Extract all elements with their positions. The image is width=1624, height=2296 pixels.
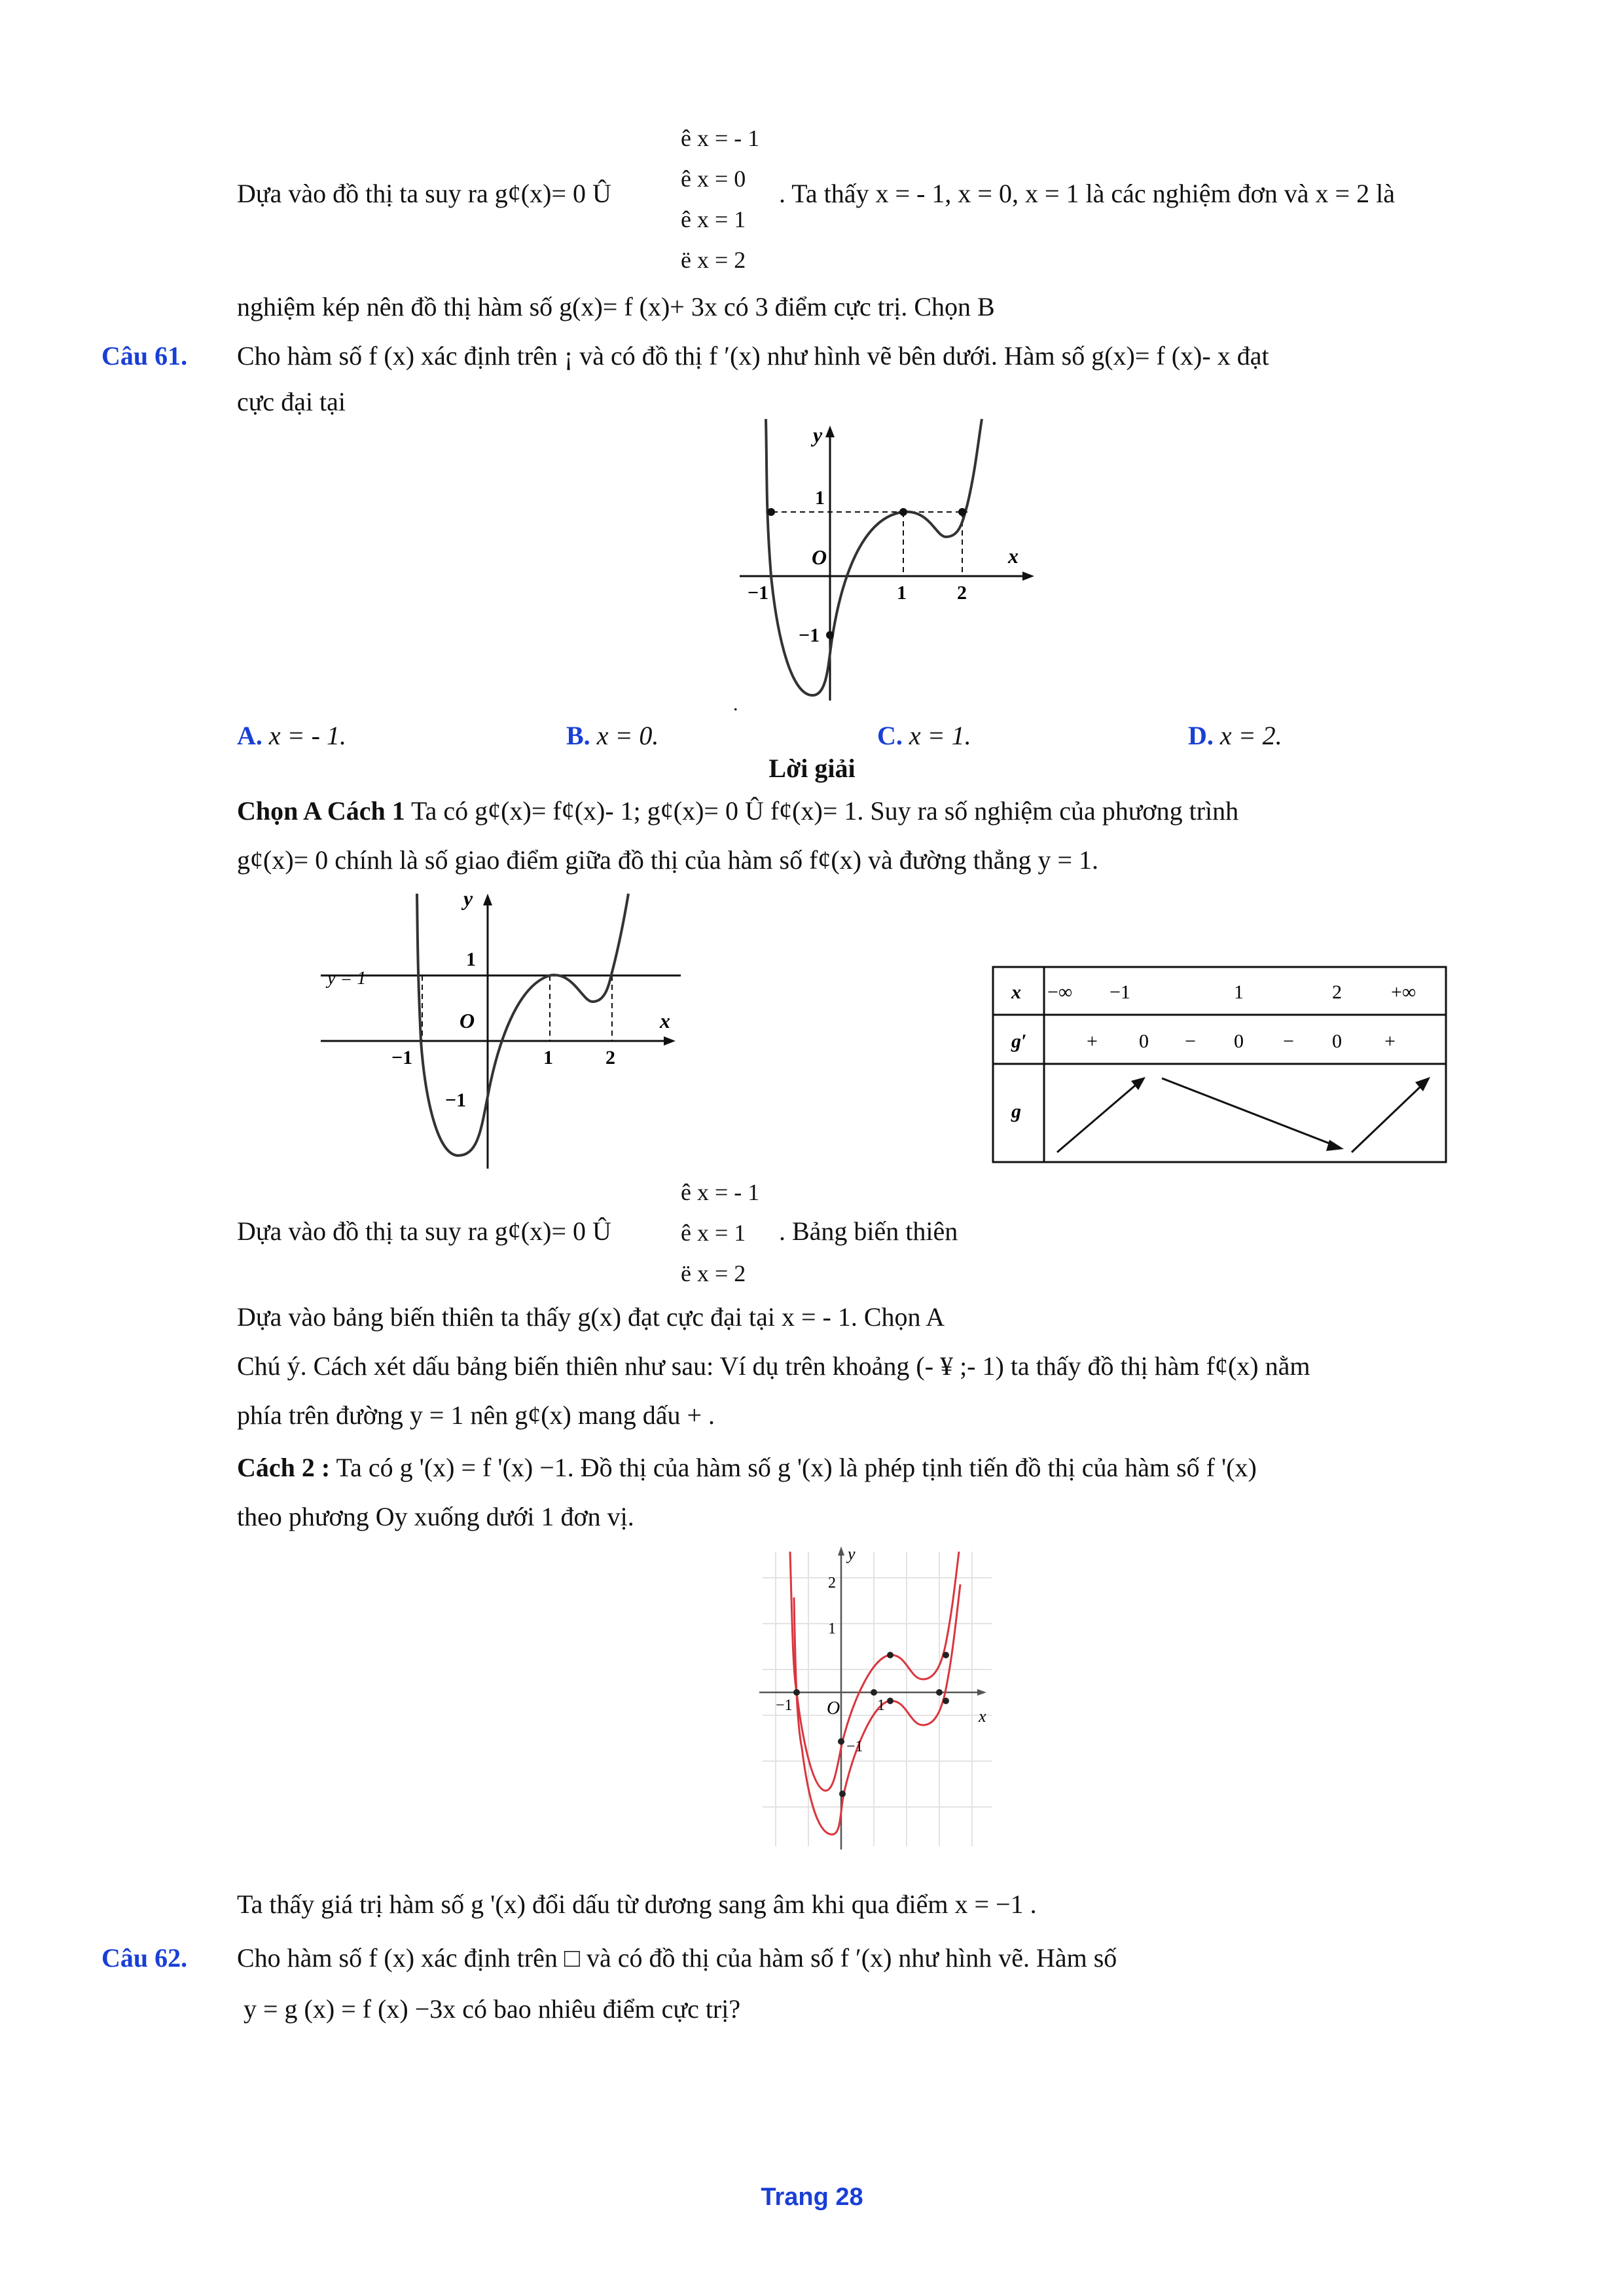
y-label: y [813, 423, 823, 446]
x-axis-arrow [664, 1036, 676, 1046]
option-a[interactable] [237, 720, 346, 752]
sign-minus: − [1283, 1030, 1294, 1052]
x-axis-arrow [977, 1689, 986, 1696]
q62-line1: Cho hàm số f (x) xác định trên □ và có đồ thị của hàm số f ′(x) như hình vẽ. Hàm số [237, 1943, 1117, 1973]
solution-title: Lời giải [768, 754, 856, 783]
cach2-heading: Cách 2 : [237, 1453, 331, 1482]
solution-line2: g¢(x)= 0 chính là số giao điểm giữa đồ thị của hàm số f¢(x) và đường thẳng y = 1. [237, 845, 1099, 875]
tick-x2: 2 [957, 582, 967, 604]
sign-zero: 0 [1234, 1030, 1244, 1052]
y-axis-arrow [838, 1546, 844, 1556]
tick-y-neg1: −1 [799, 625, 820, 646]
cell-2: 2 [1332, 981, 1342, 1003]
q62-line2: y = g (x) = f (x) −3x có bao nhiêu điểm cực trị? [244, 1994, 741, 2024]
y-label: y [848, 1544, 856, 1563]
tick-y-neg1: −1 [846, 1738, 863, 1755]
system-row: ê x = - 1 [681, 1179, 760, 1205]
cell-1: 1 [1234, 981, 1244, 1003]
x-label: x [1008, 544, 1019, 568]
sign-plus: + [1384, 1030, 1396, 1052]
point [793, 1689, 800, 1696]
solution-line1-text: Ta có g¢(x)= f¢(x)- 1; g¢(x)= 0 Û f¢(x)= 1. Suy ra số nghiệm của phương trình [405, 796, 1239, 826]
note-line2: phía trên đường y = 1 nên g¢(x) mang dấu + . [237, 1400, 715, 1430]
x-axis-arrow [1022, 572, 1034, 581]
fprime-curve [417, 894, 628, 1156]
point [839, 1791, 846, 1797]
point [887, 1698, 893, 1704]
point-1-1 [899, 508, 907, 516]
option-d[interactable] [1188, 720, 1282, 752]
tick-x1: 1 [543, 1047, 553, 1068]
page-number: Trang 28 [761, 2183, 863, 2211]
point [871, 1689, 877, 1696]
sign-zero: 0 [1139, 1030, 1149, 1052]
sign-plus: + [1087, 1030, 1098, 1052]
origin-label: O [812, 545, 827, 569]
tick-y1: 1 [828, 1620, 836, 1637]
arrow-up [1057, 1082, 1139, 1152]
q61-line1: Cho hàm số f (x) xác định trên ¡ và có đồ thị f ′(x) như hình vẽ bên dưới. Hàm số g(x)= f (x)- x đạt [237, 341, 1269, 371]
tick-x-neg1: −1 [748, 582, 769, 604]
q61-label: Câu 61. [101, 341, 188, 371]
system-row: ë x = 2 [681, 247, 746, 273]
note-line1: Chú ý. Cách xét dấu bảng biến thiên như sau: Ví dụ trên khoảng (- ¥ ;- 1) ta thấy đồ thị hàm f¢(x) nằm [237, 1351, 1310, 1381]
tick-x-neg1: −1 [776, 1697, 793, 1714]
cell-neg-inf: −∞ [1047, 981, 1073, 1003]
arrow-down [1162, 1078, 1335, 1146]
point-neg1-1 [767, 508, 775, 516]
system-row: ê x = - 1 [681, 125, 760, 151]
q61-graph [720, 412, 1047, 714]
tick-y2: 2 [828, 1575, 836, 1592]
option-key: B. [566, 721, 590, 750]
y-axis-arrow [825, 426, 835, 437]
option-text: x = 1. [909, 721, 971, 750]
cach2-line1 [237, 1452, 1257, 1484]
tick-y-neg1: −1 [445, 1089, 467, 1111]
x-label: x [660, 1009, 670, 1032]
option-key: C. [877, 721, 903, 750]
line-label: y = 1 [327, 968, 367, 989]
system-row: ê x = 0 [681, 166, 746, 192]
top-line1-prefix: Dựa vào đồ thị ta suy ra g¢(x)= 0 Û [237, 179, 611, 208]
cell-pos-inf: +∞ [1391, 981, 1416, 1003]
arrow-head [1326, 1140, 1344, 1151]
solution-line1 [237, 795, 1238, 827]
point [838, 1738, 844, 1745]
variation-table [992, 966, 1450, 1165]
system-row: ê x = 1 [681, 206, 746, 232]
fprime-curve [766, 419, 982, 695]
system-row: ë x = 2 [681, 1260, 746, 1286]
option-key: A. [237, 721, 262, 750]
trailing-dot: . [733, 693, 738, 714]
sign-zero: 0 [1332, 1030, 1342, 1052]
tick-y1: 1 [466, 949, 476, 970]
q61-line2: cực đại tại [237, 387, 346, 416]
y-label: y [463, 887, 473, 910]
tick-x2: 2 [605, 1047, 615, 1068]
origin-label: O [827, 1698, 840, 1719]
tick-x1: 1 [897, 582, 907, 604]
top-line1-suffix: . Ta thấy x = - 1, x = 0, x = 1 là các nghiệm đơn và x = 2 là [779, 179, 1395, 208]
point [943, 1652, 949, 1658]
option-b[interactable] [566, 720, 659, 752]
option-key: D. [1188, 721, 1214, 750]
point [936, 1689, 943, 1696]
system-row: ê x = 1 [681, 1220, 746, 1246]
y-axis-arrow [483, 894, 492, 905]
origin-label: O [460, 1009, 475, 1032]
tick-x1: 1 [877, 1697, 885, 1714]
sys2-suffix: . Bảng biến thiên [779, 1216, 958, 1246]
cach2-conclusion: Ta thấy giá trị hàm số g '(x) đổi dấu từ dương sang âm khi qua điểm x = −1 . [237, 1889, 1037, 1919]
translation-graph [756, 1539, 1005, 1853]
option-text: x = 0. [596, 721, 659, 750]
sign-minus: − [1185, 1030, 1196, 1052]
cell-x: x [1011, 981, 1021, 1003]
point [943, 1698, 949, 1704]
solution-choice: Chọn A Cách 1 [237, 796, 405, 826]
cell-gprime: g′ [1011, 1030, 1027, 1052]
option-text: x = 2. [1219, 721, 1282, 750]
tick-y1: 1 [815, 487, 825, 509]
option-text: x = - 1. [268, 721, 346, 750]
cell-g: g [1011, 1101, 1021, 1122]
option-c[interactable] [877, 720, 971, 752]
x-label: x [979, 1707, 986, 1726]
point-0-neg1 [826, 631, 834, 639]
tick-x-neg1: −1 [391, 1047, 413, 1068]
cell-neg1: −1 [1110, 981, 1130, 1003]
sys2-prefix: Dựa vào đồ thị ta suy ra g¢(x)= 0 Û [237, 1216, 611, 1246]
cach2-line2: theo phương Oy xuống dưới 1 đơn vị. [237, 1502, 634, 1531]
bbt-conclusion: Dựa vào bảng biến thiên ta thấy g(x) đạt cực đại tại x = - 1. Chọn A [237, 1302, 945, 1332]
top-line2: nghiệm kép nên đồ thị hàm số g(x)= f (x)+ 3x có 3 điểm cực trị. Chọn B [237, 292, 995, 321]
cach2-text: Ta có g '(x) = f '(x) −1. Đồ thị của hàm số g '(x) là phép tịnh tiến đồ thị của hàm số f '(x) [330, 1453, 1257, 1482]
q62-label: Câu 62. [101, 1943, 188, 1973]
arrow-up [1352, 1084, 1424, 1152]
point [887, 1652, 893, 1658]
solution-graph [314, 887, 687, 1175]
point-2-1 [958, 508, 966, 516]
